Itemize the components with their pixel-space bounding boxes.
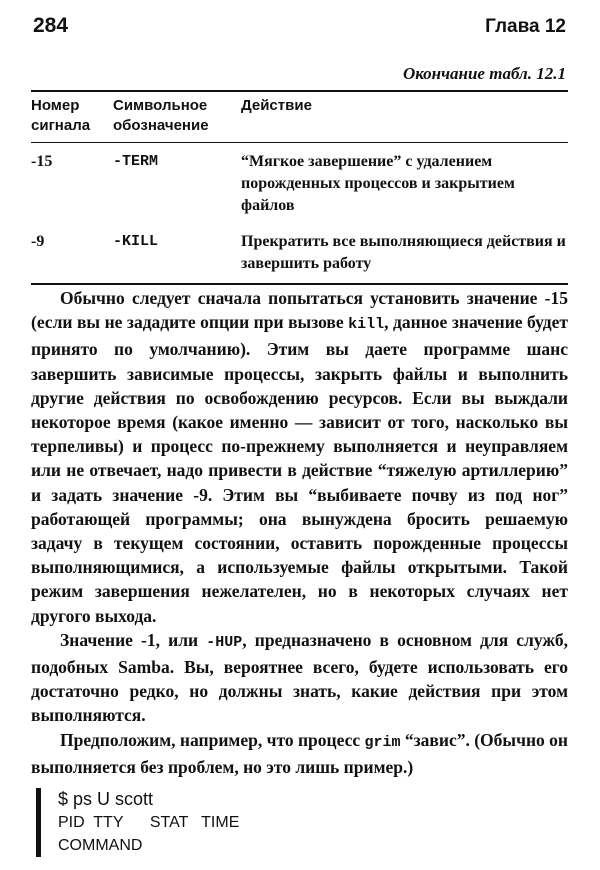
inline-code: -HUP — [206, 633, 243, 651]
table-caption: Окончание табл. 12.1 — [402, 64, 566, 83]
paragraph-text: Значение -1, или — [60, 629, 207, 650]
signal-action: Прекратить все выполняющиеся действия и завершить работу — [241, 233, 566, 272]
paragraph-text: , данное значение будет принято по умолчанию). Этим вы даете программе шанс завершить зависимые процессы, закрыть файлы и выполнить другие действия по освобождению ресурсов. Если вы выждали некоторое время (какое именно — зависит от того, насколько вы терпеливы) и процесс по-прежнему выполняется и неуправляем или не отвечает, надо привести в действие “тяжелую артиллерию” и задать значение -9. Этим вы “выбиваете почву из под ног” работающей программы; она вынуждена бросить решаемую задачу в текущем состоянии, оставить порожденные процессы выполняющимися, а используемые файлы открытыми. Такой режим завершения нежелателен, но в некоторых случаях нет другого выхода. — [31, 312, 569, 626]
signals-table — [31, 90, 568, 285]
column-header-symbol: Символьное обозначение — [113, 97, 209, 134]
signal-number: -15 — [31, 153, 53, 170]
signal-action: “Мягкое завершение” с удалением порожденных процессов и закрытием файлов — [241, 153, 515, 214]
signal-symbol: -TERM — [113, 153, 159, 170]
code-command: $ ps U scott — [58, 789, 154, 809]
page-header — [33, 14, 566, 42]
table-header-row — [31, 92, 568, 143]
paragraph-text: “завис”. (Обычно он выполняется без проблем, но это лишь пример.) — [31, 729, 568, 777]
inline-code: kill — [348, 316, 385, 334]
chapter-title: Глава 12 — [485, 16, 566, 37]
paragraph — [31, 728, 568, 779]
body-text — [31, 286, 568, 779]
column-header-number: Номер сигнала — [31, 97, 91, 134]
column-header-action: Действие — [241, 97, 312, 114]
code-output-header-cont: COMMAND — [58, 837, 143, 854]
page-number: 284 — [33, 14, 69, 37]
paragraph-text: , предназначено в основном для служб, подобных Samba. Вы, вероятнее всего, будете использовать его достаточно редко, но должны знать, какие действия при этом выполняются. — [31, 629, 568, 726]
paragraph — [31, 286, 568, 628]
table-row — [31, 227, 568, 283]
inline-code: grim — [364, 733, 401, 751]
paragraph-text: Предположим, например, что процесс — [60, 729, 365, 750]
code-output-header: PID TTY STAT TIME — [58, 814, 240, 831]
paragraph-text: Обычно следует сначала попытаться установить значение -15 (если вы не зададите опции при вызове — [31, 288, 568, 333]
signal-number: -9 — [31, 233, 45, 250]
table-row — [31, 143, 568, 227]
code-listing — [36, 788, 458, 857]
signal-symbol: -KILL — [113, 233, 159, 250]
paragraph — [31, 628, 568, 728]
